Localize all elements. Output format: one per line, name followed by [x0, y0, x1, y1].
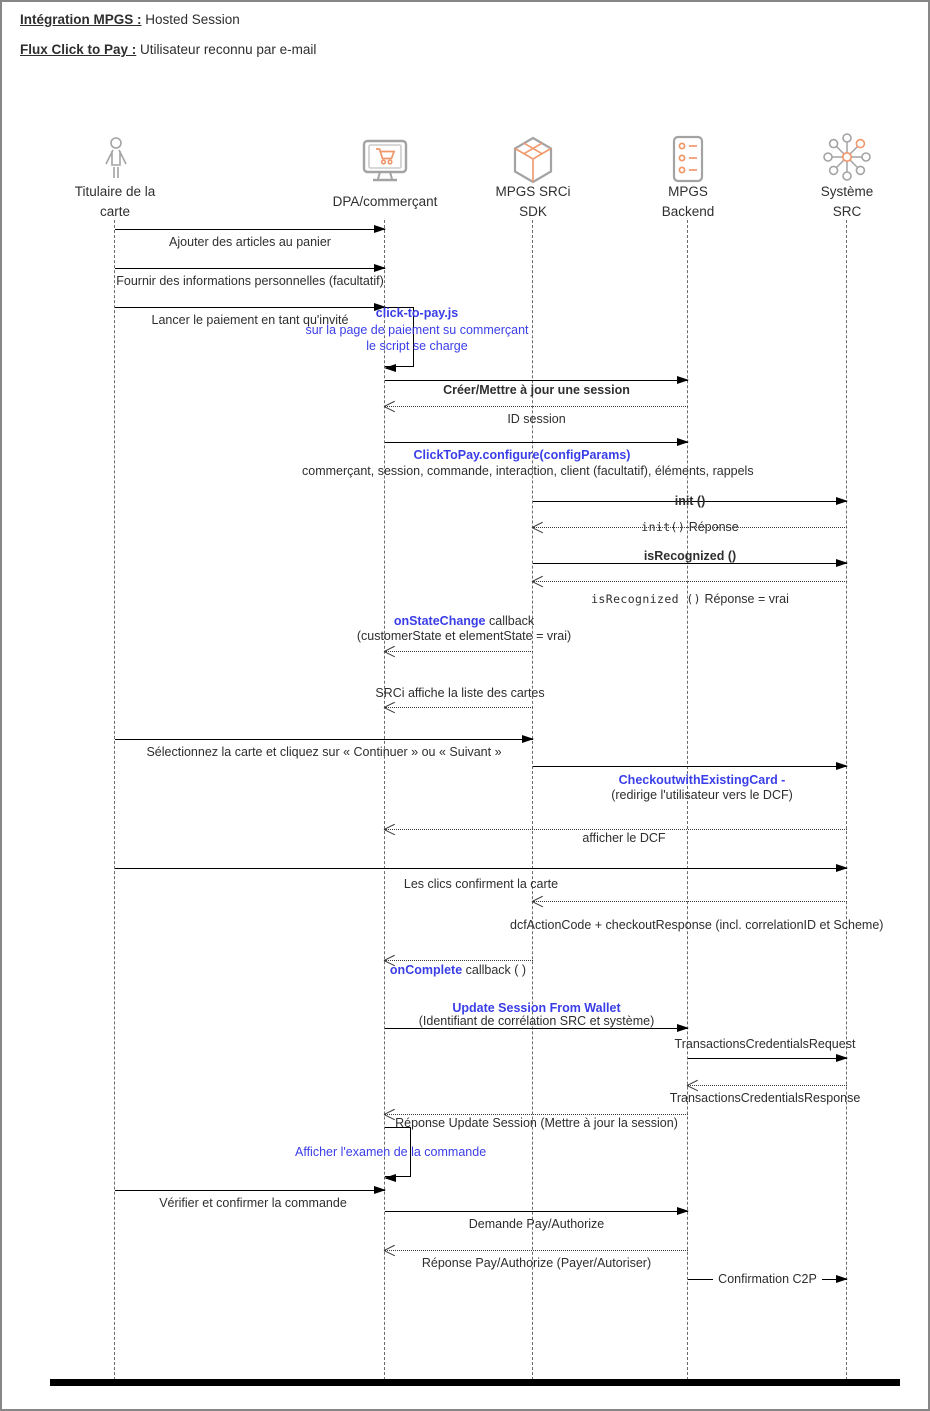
message-confirm-card-arrow [115, 868, 847, 869]
header-line1-value: Hosted Session [145, 12, 240, 27]
message-verify-order-label: Vérifier et confirmer la commande [159, 1196, 347, 1210]
actor-label-backend: MPGS Backend [661, 184, 715, 219]
message-credentials-request-arrow [688, 1058, 847, 1059]
message-select-card-label: Sélectionnez la carte et cliquez sur « Continuer » ou « Suivant » [146, 745, 502, 759]
message-pay-authorize-response-label: Réponse Pay/Authorize (Payer/Autoriser) [421, 1256, 652, 1270]
message-update-session-arrow [385, 1028, 688, 1029]
arrowhead [677, 1207, 689, 1215]
arrowhead [836, 762, 848, 770]
message-pay-authorize-label: Demande Pay/Authorize [468, 1217, 605, 1231]
server-icon [669, 134, 707, 184]
arrowhead [522, 735, 534, 743]
message-credentials-response-label: TransactionsCredentialsResponse [669, 1091, 861, 1105]
arrowhead [836, 1054, 848, 1062]
actor-label-src: Système SRC [820, 184, 874, 219]
message-personal-info-label: Fournir des informations personnelles (facultatif) [116, 274, 384, 288]
message-configure-label: ClickToPay.configure(configParams) commerçant, session, commande, interaction, client (facultatif), éléments, rappels [302, 448, 754, 478]
message-init-label: init () [674, 494, 706, 508]
arrowhead [384, 645, 396, 657]
message-update-session-response-arrow [385, 1114, 688, 1115]
message-onstatechange-label: onStateChange callback (customerState et elementState = vrai) [356, 614, 572, 643]
arrowhead [687, 1079, 699, 1091]
header-line2-label: Flux Click to Pay : [20, 42, 137, 57]
person-icon [98, 136, 134, 182]
message-oncomplete-arrow [385, 960, 533, 961]
arrowhead [374, 225, 386, 233]
self-message-load-script-label: click-to-pay.js sur la page de paiement su commerçant le script se charge [305, 306, 529, 353]
message-session-id-label: ID session [507, 412, 566, 426]
message-pay-authorize-arrow [385, 1211, 688, 1212]
arrowhead [836, 864, 848, 872]
actor-label-dpa: DPA/commerçant [332, 194, 438, 209]
message-guest-checkout-label: Lancer le paiement en tant qu'invité [151, 313, 349, 327]
message-onstatechange-arrow [385, 651, 533, 652]
message-checkout-existing-card-arrow [533, 766, 847, 767]
message-init-response-label: init() Réponse [641, 520, 739, 534]
header-line-2 [20, 42, 316, 57]
message-dcfactioncode-label: dcfActionCode + checkoutResponse (incl. correlationID et Scheme) [510, 918, 884, 932]
arrowhead [374, 1186, 386, 1194]
message-checkout-existing-card-label: CheckoutwithExistingCard - (redirige l'utilisateur vers le DCF) [611, 773, 793, 802]
message-show-dcf-arrow [385, 829, 847, 830]
message-c2p-confirmation-label: Confirmation C2P [688, 1272, 847, 1287]
arrowhead [384, 701, 396, 713]
message-dcfactioncode-arrow [533, 901, 847, 902]
arrowhead [384, 400, 396, 412]
package-icon [510, 135, 556, 185]
actor-label-titulaire: Titulaire de la carte [74, 184, 156, 219]
diagram-end-bar [50, 1379, 900, 1386]
message-add-items-label: Ajouter des articles au panier [169, 235, 331, 249]
header-line-1 [20, 12, 240, 27]
message-update-session-title: Update Session From Wallet [452, 1001, 621, 1015]
arrowhead [532, 895, 544, 907]
self-message-show-order-review-label: Afficher l'examen de la commande [295, 1145, 487, 1159]
arrowhead [374, 264, 386, 272]
arrowhead [532, 575, 544, 587]
arrowhead [677, 438, 689, 446]
message-create-session-arrow [385, 380, 688, 381]
message-show-dcf-label: afficher le DCF [582, 831, 666, 845]
header-line1-label: Intégration MPGS : [20, 12, 142, 27]
message-select-card-arrow [115, 739, 533, 740]
message-session-id-arrow [385, 406, 688, 407]
header-line2-value: Utilisateur reconnu par e-mail [140, 42, 317, 57]
message-card-list-label: SRCi affiche la liste des cartes [375, 686, 545, 700]
message-credentials-response-arrow [688, 1085, 847, 1086]
message-credentials-request-label: TransactionsCredentialsRequest [674, 1037, 856, 1051]
message-isrecognized-label: isRecognized () [643, 549, 737, 563]
message-personal-info-arrow [115, 268, 385, 269]
message-confirm-card-label: Les clics confirment la carte [403, 877, 559, 891]
monitor-cart-icon [359, 138, 411, 184]
arrowhead [384, 823, 396, 835]
arrowhead [384, 364, 396, 372]
network-icon [820, 130, 874, 184]
message-isrecognized-response-label: isRecognized () Réponse = vrai [591, 592, 789, 606]
message-add-items-arrow [115, 229, 385, 230]
arrowhead [677, 1024, 689, 1032]
arrowhead [384, 1174, 396, 1182]
message-update-session-subtitle: (Identifiant de corrélation SRC et système) [418, 1014, 655, 1028]
message-create-session-label: Créer/Mettre à jour une session [443, 383, 630, 397]
message-update-session-response-label: Réponse Update Session (Mettre à jour la session) [395, 1116, 678, 1130]
message-isrecognized-response-arrow [533, 581, 847, 582]
message-verify-order-arrow [115, 1190, 385, 1191]
arrowhead [384, 1244, 396, 1256]
message-pay-authorize-response-arrow [385, 1250, 688, 1251]
message-oncomplete-label: onComplete callback ( ) [389, 963, 527, 977]
actor-label-srci: MPGS SRCi SDK [495, 184, 571, 219]
message-configure-arrow [385, 442, 688, 443]
message-card-list-arrow [385, 707, 533, 708]
